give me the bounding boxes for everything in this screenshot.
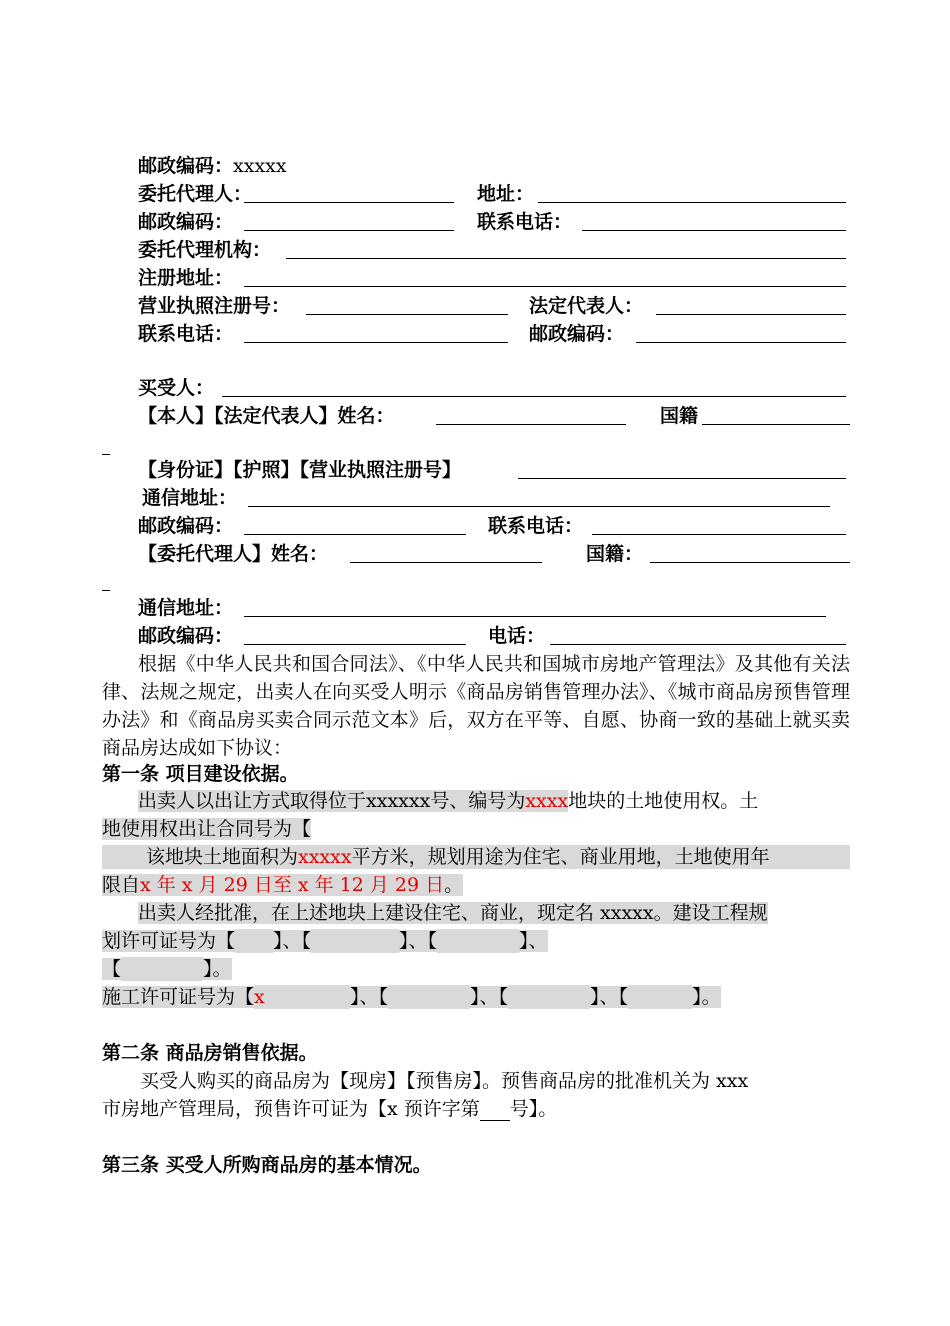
article3-title: 第三条 买受人所购商品房的基本情况。 bbox=[102, 1154, 432, 1176]
seller-agency-field[interactable] bbox=[286, 238, 846, 259]
seller-reg-address-label: 注册地址： bbox=[138, 267, 234, 289]
buyer-name-field[interactable] bbox=[436, 404, 626, 425]
article2-line2: 市房地产管理局，预售许可证为【x 预许字第 号】。 bbox=[102, 1098, 558, 1120]
buyer-field[interactable] bbox=[222, 376, 846, 397]
buyer-nationality-field[interactable] bbox=[702, 404, 850, 425]
buyer-agent-phone-label: 电话： bbox=[488, 625, 546, 647]
article1-p3-line2: 划许可证号为【 】、【 】、【 】、 bbox=[102, 930, 548, 952]
seller-address-field[interactable] bbox=[538, 182, 846, 203]
buyer-agent-phone-field[interactable] bbox=[550, 624, 846, 645]
buyer-nationality-overflow bbox=[102, 444, 110, 455]
seller-postal2-label: 邮政编码： bbox=[529, 323, 625, 345]
seller-agent-phone-field[interactable] bbox=[582, 210, 846, 231]
parcel-number-value: xxxx bbox=[525, 790, 569, 812]
presale-permit-number-blank[interactable] bbox=[480, 1102, 510, 1121]
buyer-agent-postal-label: 邮政编码： bbox=[138, 625, 234, 647]
seller-postal-code-line: 邮政编码：xxxxx bbox=[138, 155, 287, 177]
article1-p1-line1: 出卖人以出让方式取得位于xxxxxx号、编号为xxxx地块的土地使用权。土 bbox=[138, 790, 759, 812]
seller-phone2-field[interactable] bbox=[244, 322, 508, 343]
construction-permit-3-blank[interactable] bbox=[508, 985, 590, 1009]
buyer-id-field[interactable] bbox=[518, 458, 846, 479]
buyer-agent-address-field[interactable] bbox=[244, 596, 826, 617]
article1-p3-line3: 【 】。 bbox=[102, 958, 232, 980]
seller-agent-label: 委托代理人： bbox=[138, 183, 253, 205]
buyer-phone-label: 联系电话： bbox=[488, 515, 584, 537]
buyer-mail-address-field[interactable] bbox=[248, 486, 830, 507]
article1-p4-line: 施工许可证号为【x 】、【 】、【 】、【 】。 bbox=[102, 986, 721, 1008]
seller-address-label: 地址： bbox=[477, 183, 535, 205]
seller-reg-address-field[interactable] bbox=[244, 266, 846, 287]
seller-phone2-label: 联系电话： bbox=[138, 323, 234, 345]
seller-agent-field[interactable] bbox=[244, 182, 454, 203]
buyer-nationality-label: 国籍 bbox=[660, 405, 699, 427]
article2-line1: 买受人购买的商品房为【现房】【预售房】。预售商品房的批准机关为 xxx bbox=[140, 1070, 749, 1092]
seller-agent-postal-label: 邮政编码： bbox=[138, 211, 234, 233]
buyer-phone-field[interactable] bbox=[592, 514, 846, 535]
seller-license-field[interactable] bbox=[306, 294, 508, 315]
planning-permit-3-blank[interactable] bbox=[437, 929, 519, 953]
land-area-value: xxxxx bbox=[298, 846, 352, 868]
seller-postal2-field[interactable] bbox=[636, 322, 846, 343]
land-term-value: x 年 x 月 29 日至 x 年 12 月 29 日 bbox=[140, 874, 445, 896]
buyer-agent-address-label: 通信地址： bbox=[138, 597, 234, 619]
buyer-agent-nationality-field[interactable] bbox=[650, 542, 850, 563]
seller-legal-rep-label: 法定代表人： bbox=[529, 295, 644, 317]
seller-agent-postal-field[interactable] bbox=[244, 210, 454, 231]
article1-p2-line2: 限自x 年 x 月 29 日至 x 年 12 月 29 日。 bbox=[102, 874, 464, 896]
buyer-agent-name-field[interactable] bbox=[350, 542, 542, 563]
buyer-label: 买受人： bbox=[138, 377, 215, 399]
article1-p1-line2: 地使用权出让合同号为【 bbox=[102, 818, 312, 840]
planning-permit-1-blank[interactable] bbox=[235, 929, 273, 953]
seller-license-label: 营业执照注册号： bbox=[138, 295, 291, 317]
article1-title: 第一条 项目建设依据。 bbox=[102, 763, 299, 785]
buyer-agent-name-label: 【委托代理人】姓名： bbox=[138, 543, 329, 565]
construction-permit-4-blank[interactable] bbox=[628, 985, 692, 1009]
article2-title: 第二条 商品房销售依据。 bbox=[102, 1042, 318, 1064]
construction-permit-2-blank[interactable] bbox=[388, 985, 470, 1009]
construction-permit-1-value[interactable]: x bbox=[254, 985, 350, 1009]
buyer-agent-nationality-overflow bbox=[102, 580, 110, 591]
seller-legal-rep-field[interactable] bbox=[656, 294, 846, 315]
planning-permit-2-blank[interactable] bbox=[311, 929, 399, 953]
buyer-agent-postal-field[interactable] bbox=[244, 624, 466, 645]
planning-permit-4-blank[interactable] bbox=[121, 957, 203, 981]
buyer-name-label: 【本人】【法定代表人】姓名： bbox=[138, 405, 395, 427]
buyer-postal-field[interactable] bbox=[244, 514, 466, 535]
seller-agent-phone-label: 联系电话： bbox=[477, 211, 573, 233]
seller-postal-code-value: xxxxx bbox=[233, 155, 287, 177]
seller-agency-label: 委托代理机构： bbox=[138, 239, 272, 261]
land-location-value: xxxxxx bbox=[366, 790, 431, 812]
buyer-agent-nationality-label: 国籍： bbox=[586, 543, 644, 565]
buyer-mail-address-label: 通信地址： bbox=[142, 487, 238, 509]
buyer-id-label: 【身份证】【护照】【营业执照注册号】 bbox=[138, 459, 462, 481]
preamble-paragraph: 根据《中华人民共和国合同法》、《中华人民共和国城市房地产管理法》及其他有关法律、法规之规定，出卖人在向买受人明示《商品房销售管理办法》、《城市商品房预售管理办法》和《商品房买卖合同示范文本》后，双方在平等、自愿、协商一致的基础上就买卖商品房达成如下协议： bbox=[102, 653, 850, 759]
article1-p3-line1: 出卖人经批准，在上述地块上建设住宅、商业，现定名 xxxxx。建设工程规 bbox=[138, 902, 768, 924]
buyer-postal-label: 邮政编码： bbox=[138, 515, 234, 537]
article1-p2-line1: 该地块土地面积为xxxxx平方米，规划用途为住宅、商业用地，土地使用年 bbox=[146, 846, 770, 868]
